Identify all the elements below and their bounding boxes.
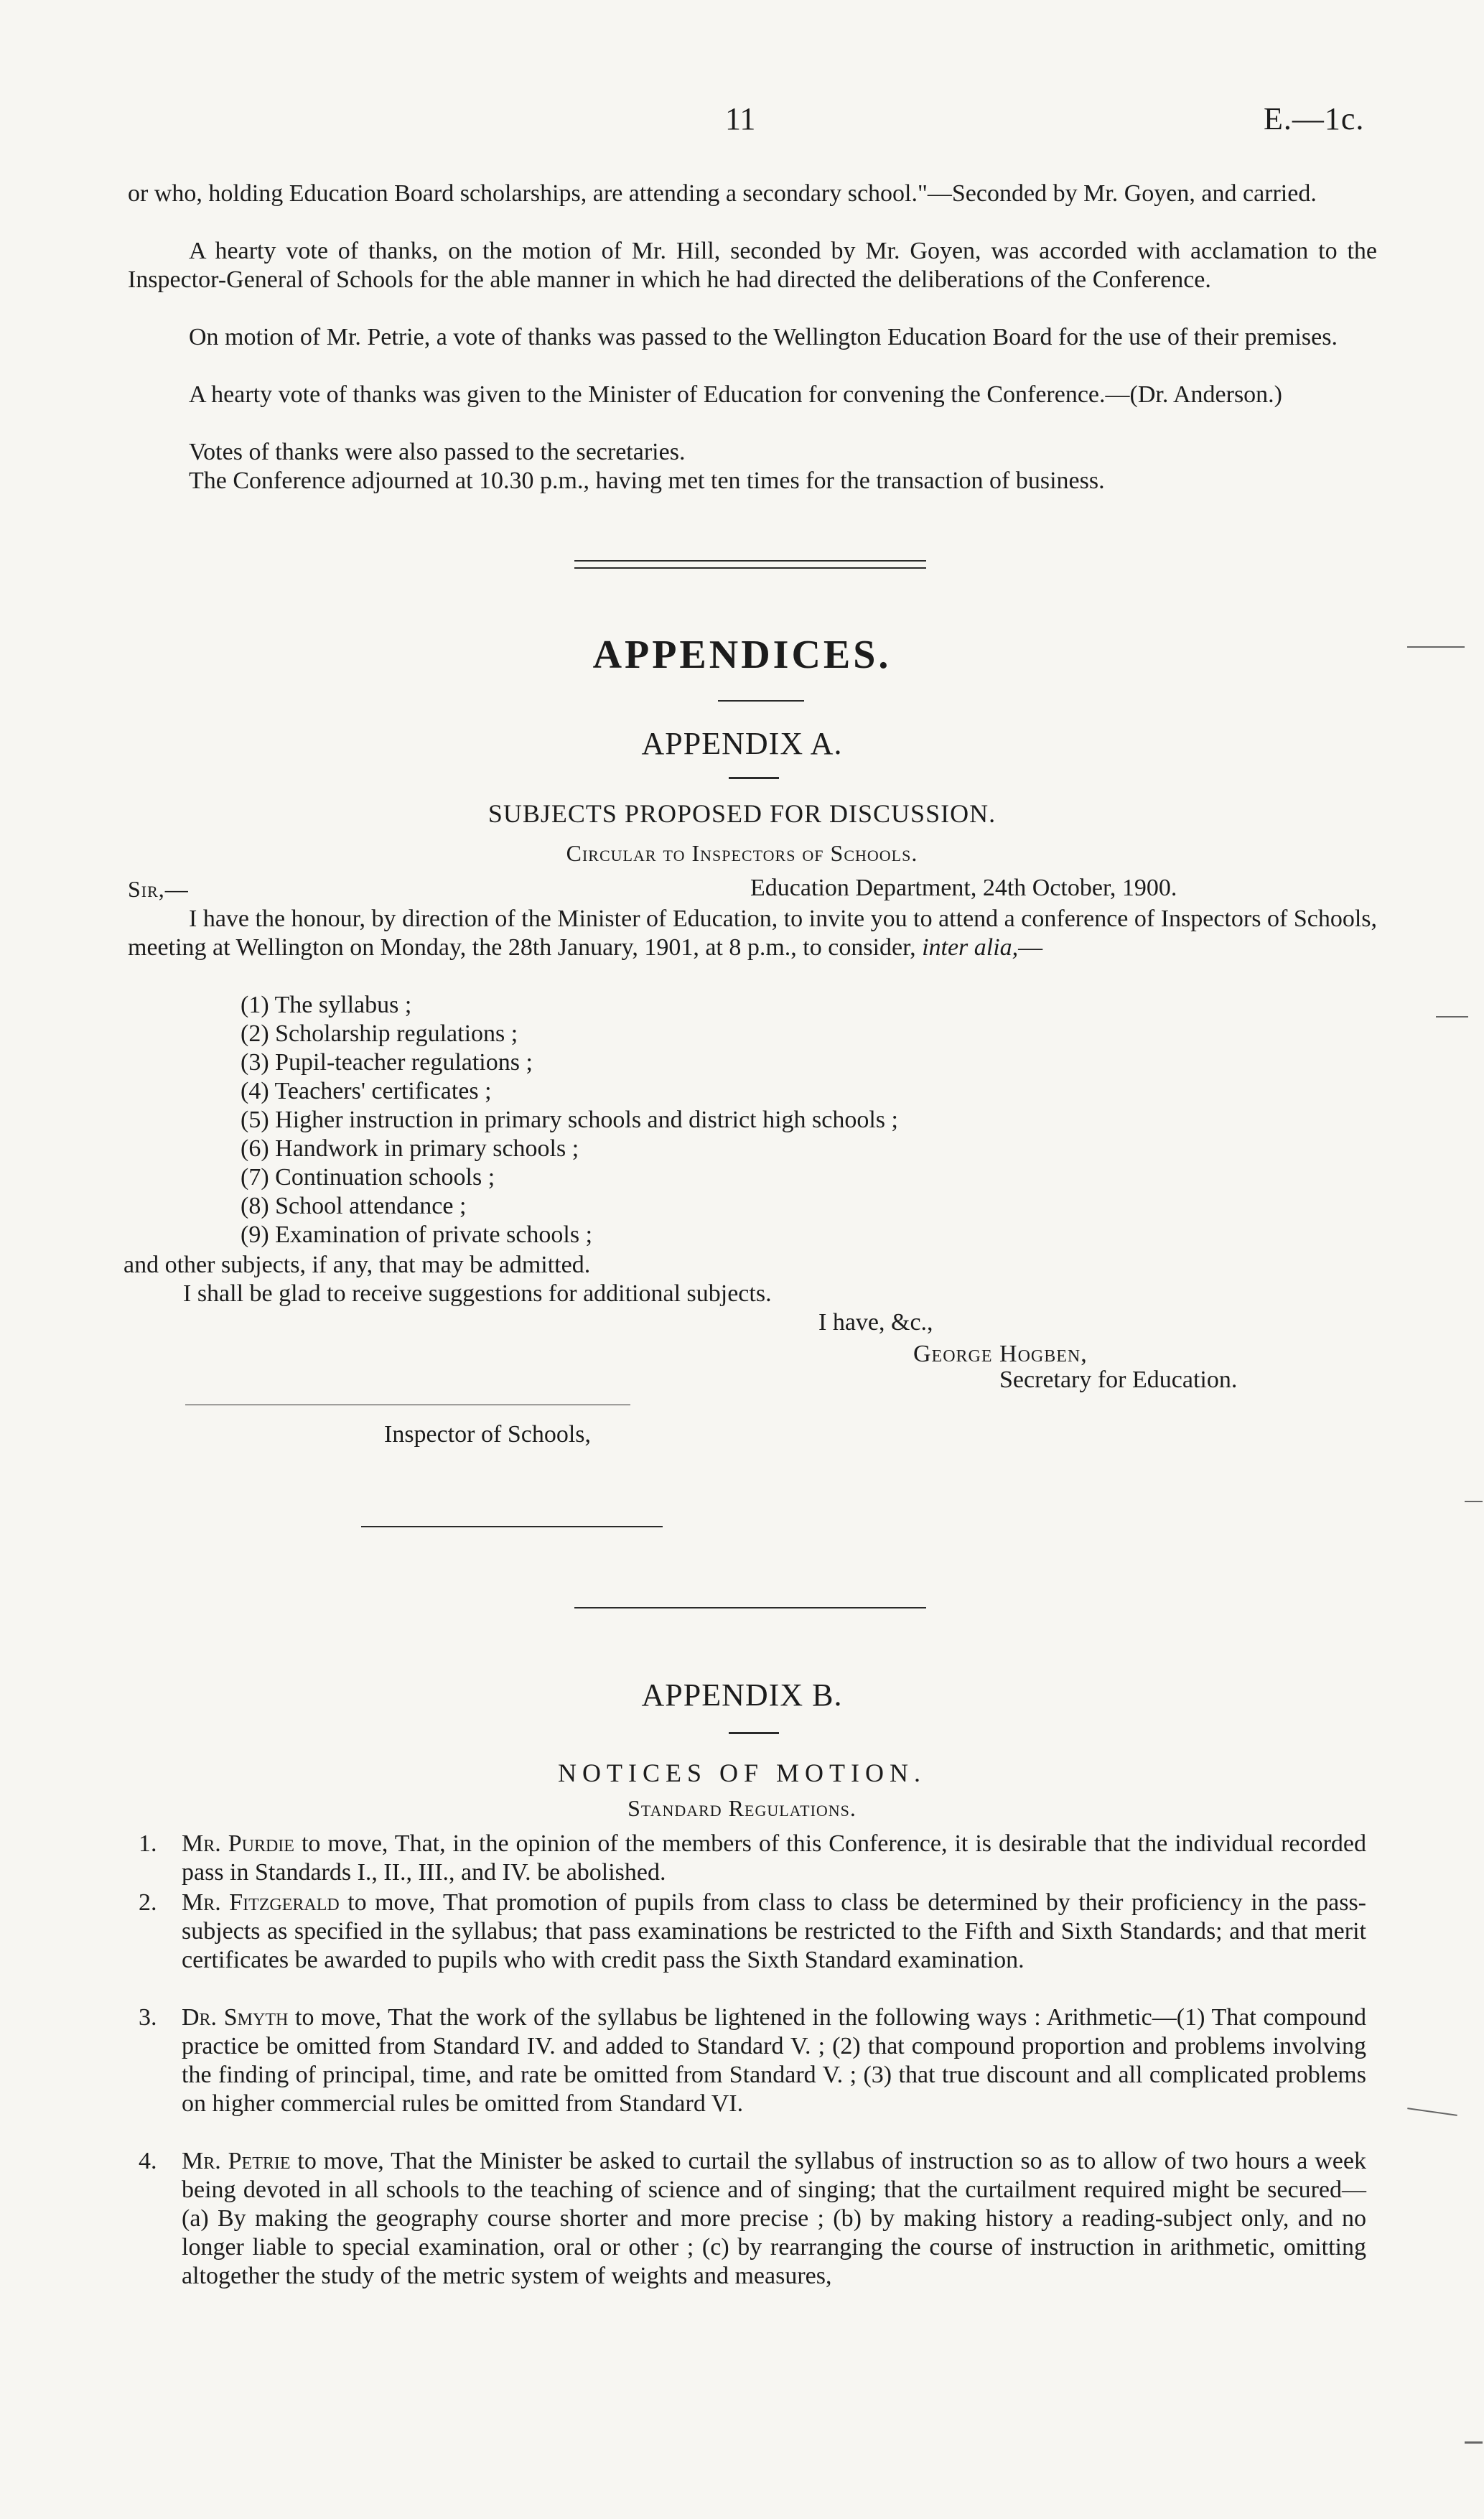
section-rule-top [574,560,926,562]
document-reference: E.—1c. [1264,101,1365,136]
appendix-a-rule [729,777,779,779]
motion-mover: Mr. Fitzgerald [182,1889,340,1916]
paragraph-adjournment: The Conference adjourned at 10.30 p.m., having met ten times for the transaction of business. [189,467,1105,494]
signoff: I have, &c., [818,1309,933,1336]
appendices-title-rule [718,700,804,702]
motion-item [139,2147,1366,2291]
motion-number: 4. [139,2148,157,2174]
circular-intro-dash: — [1018,934,1043,961]
paragraph-vote-thanks-minister: A hearty vote of thanks was given to the Minister of Education for convening the Conference.—(Dr. Anderson.) [189,381,1282,408]
list-item: (4) Teachers' certificates ; [241,1078,492,1104]
dateline: Education Department, 24th October, 1900. [750,875,1177,901]
signer-name: George Hogben, [913,1341,1088,1367]
paragraph-vote-thanks-board: On motion of Mr. Petrie, a vote of thanks was passed to the Wellington Education Board for the use of their premises. [189,324,1338,350]
addressee: Inspector of Schools, [384,1421,592,1448]
motion-mover: Dr. Smyth [182,2004,289,2031]
motion-item [139,1889,1366,1975]
appendix-b-section: Standard Regulations. [627,1795,857,1821]
list-item: (1) The syllabus ; [241,992,412,1018]
circular-intro-text: I have the honour, by direction of the Minister of Education, to invite you to attend a conference of Inspectors of Schools, meeting at Wellington on Monday, the 28th January, 1901, at 8 p.m., to consider, [128,905,1377,961]
motion-text: to move, That the work of the syllabus be lightened in the following ways : Arithmetic—(1) That compound practice be omitted from Standard IV. and added to Standard V. ; (2) that compound proportion and problems involving the finding of principal, time, and rate be omitted from Standard V. ; (3) that true discount and all complicated problems on higher commercial rules be omitted from Standard VI. [182,2004,1366,2117]
paragraph-vote-thanks-inspector: A hearty vote of thanks, on the motion of Mr. Hill, seconded by Mr. Goyen, was accorded with acclamation to the Inspector-General of Schools for the able manner in which he had directed the deliberations of the Conference. [128,238,1377,293]
signer-title: Secretary for Education. [999,1366,1238,1393]
list-item: (6) Handwork in primary schools ; [241,1135,579,1162]
salutation: Sir,— [128,876,189,902]
motion-text: to move, That promotion of pupils from class to class be determined by their proficiency in the pass-subjects as specified in the syllabus; that pass examinations be restricted to the Fifth and Sixth Standards; and that merit certificates be awarded to pupils who with credit pass the Sixth Standard examination. [182,1889,1366,1973]
circular-intro [128,905,1377,962]
appendix-a-end-rule [361,1526,663,1527]
appendices-title: APPENDICES. [592,633,892,677]
section-divider-rule [574,1607,926,1608]
motion-text: to move, That, in the opinion of the members of this Conference, it is desirable that the individual recorded pass in Standards I., II., III., and IV. be abolished. [182,1830,1366,1886]
motion-item [139,2003,1366,2118]
appendix-a-title: APPENDIX A. [641,726,843,761]
list-item: (8) School attendance ; [241,1193,467,1219]
motion-number: 2. [139,1889,157,1916]
paragraph-continuation: or who, holding Education Board scholarships, are attending a secondary school."—Seconded by Mr. Goyen, and carried. [128,180,1317,207]
paragraph-vote-thanks-secretaries: Votes of thanks were also passed to the secretaries. [189,439,686,465]
motion-number: 1. [139,1830,157,1857]
list-item: (9) Examination of private schools ; [241,1221,593,1248]
closing-line-2: I shall be glad to receive suggestions for additional subjects. [183,1280,772,1307]
list-item: (7) Continuation schools ; [241,1164,495,1191]
scan-mark [1436,1016,1468,1018]
motion-item [139,1830,1366,1887]
list-item: (3) Pupil-teacher regulations ; [241,1049,533,1076]
appendix-a-circular: Circular to Inspectors of Schools. [566,840,918,866]
appendix-b-title: APPENDIX B. [641,1677,843,1713]
scan-mark [1407,2108,1457,2116]
circular-intro-italic: inter alia, [922,934,1019,961]
section-rule-bottom [574,567,926,569]
closing-line-1: and other subjects, if any, that may be admitted. [123,1252,591,1278]
motion-mover: Mr. Purdie [182,1830,294,1857]
motion-mover: Mr. Petrie [182,2148,291,2174]
list-item: (2) Scholarship regulations ; [241,1020,518,1047]
motion-number: 3. [139,2004,157,2031]
page-number: 11 [725,101,756,136]
scan-mark [1407,646,1465,648]
scan-mark [1465,1501,1483,1502]
appendix-a-subtitle: SUBJECTS PROPOSED FOR DISCUSSION. [487,799,997,828]
motion-text: to move, That the Minister be asked to curtail the syllabus of instruction so as to allow of two hours a week being devoted in all schools to the teaching of science and of singing; that the curtailment required might be secured—(a) By making the geography course shorter and more precise ; (b) by making history a reading-subject only, and no longer liable to special examination, oral or other ; (c) by rearranging the course of instruction in arithmetic, omitting altogether the study of the metric system of weights and measures, [182,2148,1366,2289]
list-item: (5) Higher instruction in primary schools and district high schools ; [241,1107,898,1133]
appendix-b-rule [729,1732,779,1734]
scan-mark [1465,2441,1483,2444]
appendix-b-subtitle: NOTICES OF MOTION. [558,1759,926,1787]
